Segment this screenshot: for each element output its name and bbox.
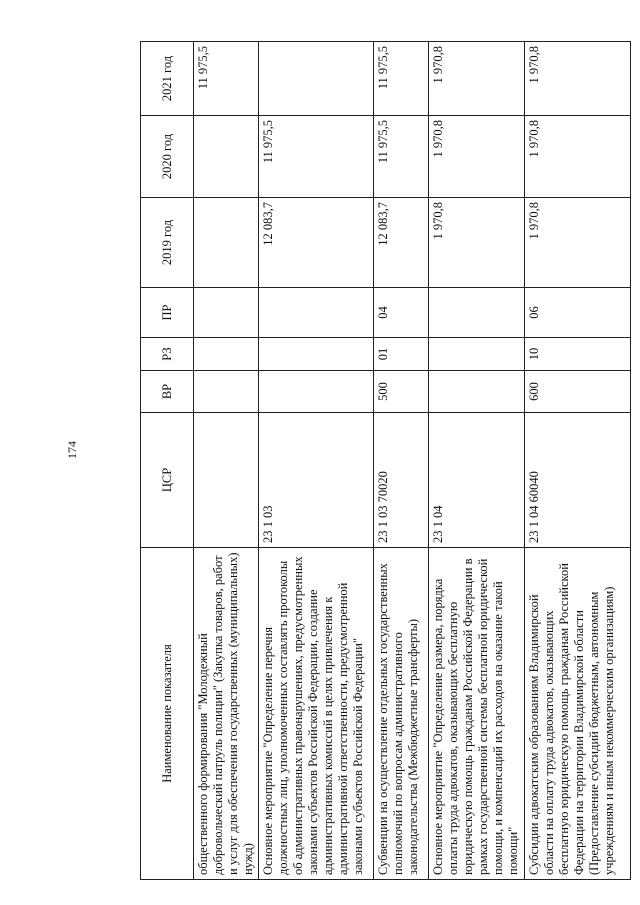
header-2019: 2019 год	[141, 198, 194, 288]
row-2020: 1 970,8	[525, 116, 631, 198]
header-csr: ЦСР	[141, 413, 194, 548]
row-2020: 11 975,5	[374, 116, 429, 198]
row-csr: 23 1 03 70020	[374, 413, 429, 548]
row-csr: 23 1 04 60040	[525, 413, 631, 548]
row-2021: 11 975,5	[374, 42, 429, 116]
row-pr: 04	[374, 288, 429, 338]
row-pr	[429, 288, 525, 338]
row-pr	[259, 288, 374, 338]
row-2021: 1 970,8	[525, 42, 631, 116]
table-row	[194, 42, 259, 880]
row-2019: 1 970,8	[429, 198, 525, 288]
table-row	[374, 42, 429, 880]
row-name: Основное мероприятие "Определение размера, порядка оплаты труда адвокатов, оказывающих бесплатную юридическую помощь гражданам Российской Федерации в рамках государственной системы бесплатной юридической помощи, и компенсаций их расходов на оказание такой помощи"	[429, 548, 525, 880]
row-2019: 12 083,7	[374, 198, 429, 288]
header-row	[141, 42, 194, 880]
row-csr: 23 1 04	[429, 413, 525, 548]
table-row	[429, 42, 525, 880]
row-vr	[259, 371, 374, 413]
row-pr	[194, 288, 259, 338]
row-vr: 500	[374, 371, 429, 413]
budget-table-sheet	[140, 42, 620, 880]
row-name: Субвенции на осуществление отдельных государственных полномочий по вопросам административного законодательства (Межбюджетные трансферты)	[374, 548, 429, 880]
row-csr	[194, 413, 259, 548]
row-name: общественного формирования "Молодежный добровольческий патруль полиции" (Закупка товаров, работ и услуг для обеспечения государственных (муниципальных) нужд)	[194, 548, 259, 880]
row-csr: 23 1 03	[259, 413, 374, 548]
row-2019	[194, 198, 259, 288]
header-2020: 2020 год	[141, 116, 194, 198]
row-name: Субсидии адвокатским образованиям Владимирской области на оплату труда адвокатов, оказывающих бесплатную юридическую помощь гражданам Российской Федерации на территории Владимирской области (Предоставление субсидий бюджетным, автономным учреждениям и иным некоммерческим организациям)	[525, 548, 631, 880]
header-name: Наименование показателя	[141, 548, 194, 880]
row-2021: 11 975,5	[194, 42, 259, 116]
row-2019: 1 970,8	[525, 198, 631, 288]
row-vr	[429, 371, 525, 413]
row-2020: 11 975,5	[259, 116, 374, 198]
row-rz	[429, 338, 525, 371]
budget-table	[140, 41, 631, 880]
header-vr: ВР	[141, 371, 194, 413]
row-rz	[194, 338, 259, 371]
row-vr	[194, 371, 259, 413]
header-2021: 2021 год	[141, 42, 194, 116]
row-rz: 01	[374, 338, 429, 371]
row-2021: 1 970,8	[429, 42, 525, 116]
table-row	[259, 42, 374, 880]
row-rz: 10	[525, 338, 631, 371]
row-2020	[194, 116, 259, 198]
row-vr: 600	[525, 371, 631, 413]
header-rz: РЗ	[141, 338, 194, 371]
header-pr: ПР	[141, 288, 194, 338]
row-pr: 06	[525, 288, 631, 338]
table-row	[525, 42, 631, 880]
row-rz	[259, 338, 374, 371]
row-2020: 1 970,8	[429, 116, 525, 198]
page-number: 174	[65, 441, 79, 459]
row-2019: 12 083,7	[259, 198, 374, 288]
row-2021	[259, 42, 374, 116]
row-name: Основное мероприятие "Определение перечня должностных лиц, уполномоченных составлять протоколы об административных правонарушениях, предусмотренных законами субъектов Российской Федерации, создание административных комиссий в целях привлечения к административной ответственности, предусмотренной законами субъектов Российской Федерации"	[259, 548, 374, 880]
